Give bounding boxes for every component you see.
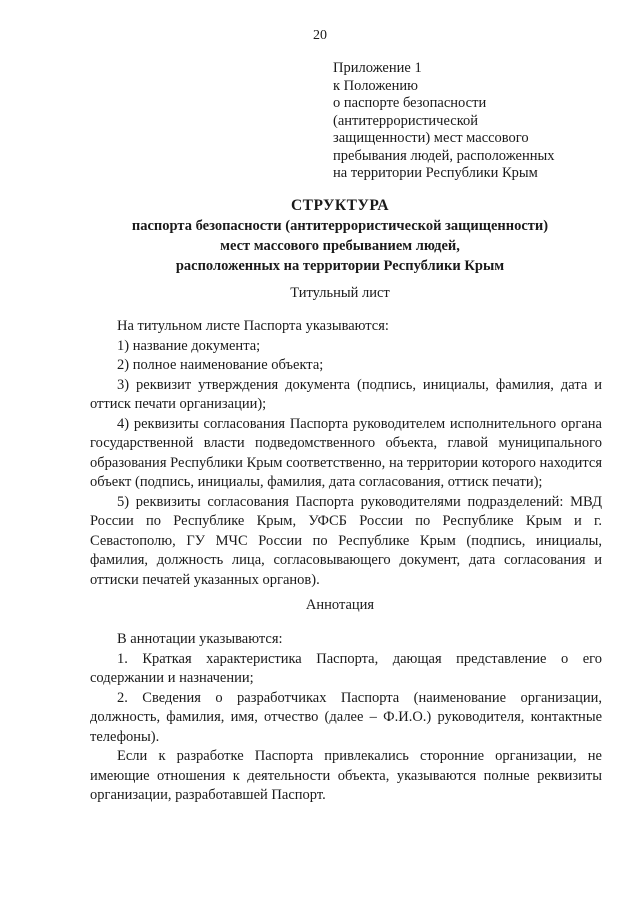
document-subtitle-line: расположенных на территории Республики Крым — [175, 258, 505, 274]
title-sheet-section — [90, 317, 602, 590]
paragraph: Если к разработке Паспорта привлекались сторонние организации, не имеющие отношения к деятельности объекта, указываются полные реквизиты организации, разработавшей Паспорт. — [90, 748, 602, 803]
paragraph: 1) название документа; — [117, 337, 261, 354]
appendix-line: о паспорте безопасности — [333, 95, 487, 111]
appendix-line: пребывания людей, расположенных — [333, 147, 555, 164]
paragraph: 2. Сведения о разработчиках Паспорта (наименование организации, должность, фамилия, имя, отчество (далее – Ф.И.О.) руководителя, контактные телефоны). — [90, 689, 602, 745]
appendix-line: Приложение 1 — [333, 60, 422, 76]
annotation-section — [90, 630, 602, 806]
document-title: СТРУКТУРА — [290, 197, 390, 214]
appendix-line: на территории Республики Крым — [333, 165, 538, 181]
paragraph: На титульном листе Паспорта указываются: — [117, 318, 389, 334]
paragraph: 5) реквизиты согласования Паспорта руководителями подразделений: МВД России по Республике Крым, УФСБ России по Республике Крым и г. Севастополю, ГУ МЧС России по Республике Крым (подпись, инициалы, фамилия, должность лица, согласовывающего документ, дата согласования и оттиски печатей указанных органов). — [90, 493, 602, 588]
appendix-line: (антитеррористической — [333, 112, 479, 129]
paragraph: 1. Краткая характеристика Паспорта, дающая представление о его содержании и назначении; — [90, 650, 602, 686]
paragraph: 3) реквизит утверждения документа (подпись, инициалы, фамилия, дата и оттиск печати организации); — [90, 376, 602, 412]
appendix-line: защищенности) мест массового — [333, 130, 529, 146]
appendix-note — [333, 60, 623, 183]
document-subtitle-line: мест массового пребыванием людей, — [220, 238, 460, 254]
appendix-line: к Положению — [333, 77, 418, 94]
paragraph: 4) реквизиты согласования Паспорта руководителем исполнительного органа государственной власти подведомственного объекта, главой муниципального образования Республики Крым соответственно, на территории которого находится объект (подпись, инициалы, фамилия, дата согласования, оттиск печати); — [90, 415, 602, 490]
document-heading — [90, 196, 590, 276]
section-title-title-sheet: Титульный лист — [290, 285, 390, 301]
paragraph: 2) полное наименование объекта; — [117, 357, 324, 373]
page-number: 20 — [313, 28, 327, 43]
paragraph: В аннотации указываются: — [117, 631, 283, 647]
document-subtitle-line: паспорта безопасности (антитеррористической защищенности) — [131, 218, 549, 234]
section-title-annotation: Аннотация — [305, 597, 375, 613]
